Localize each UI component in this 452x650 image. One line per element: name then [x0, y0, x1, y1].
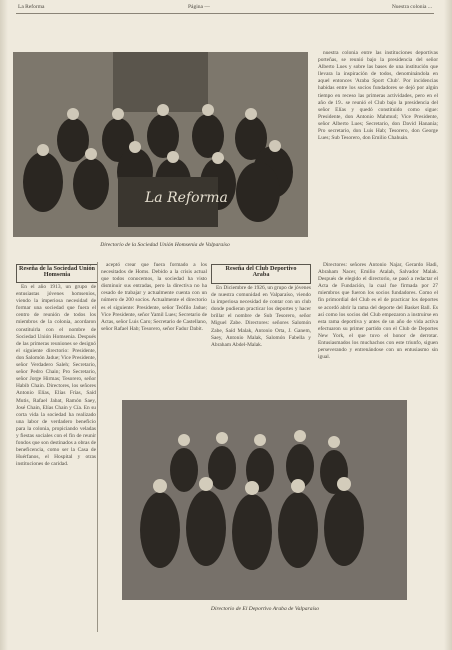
- page-edge-left: [0, 0, 8, 650]
- photo-top: [13, 52, 308, 237]
- paragraph: En el año 1913, un grupo de entusiastas jóvenes homsenios, viendo la imperiosa necesidad de formar una sociedad que fuera el centro de reunión de todos los miembros de la colonia, acordaron constituirla con el nombre de Sociedad Unión Homsenia. Después de las primeras reuniones se designó el siguiente directorio: Presidente, don Salomón Jadue; Vice Presidente, señor Verdadero Saleh; Secretario, señor Pedro Chain; Pro Secretario, señor Jorge Hirmas; Tesorero, señor Habib Chain. Directores, los señores Antonio Elías, Elías Frías, Saíd Mutis, Rafael Jabat, Ramón Saey, José Chain, Elías Chain y Cía. En su corta vida la sociedad ha realizado una labor de verdadero beneficio para la colonia, propiciando veladas y fiestas sociales con el fin de reunir fondos que son destinados a obras de beneficencia, como ser la Casa de Huérfanos, el Hospital y otras instituciones de caridad.: [16, 284, 96, 468]
- column-right-bottom: [318, 262, 438, 397]
- paragraph: En Diciembre de 1926, un grupo de jóvenes de nuestra comunidad en Valparaíso, viendo la imperiosa necesidad de contar con un club donde pudieran practicar los deportes y hacer brillar el nombre de Sub Tesorero, señor Miguel Zabe. Directores: señores Salomón Zabe, Saíd Malak, Antonio Orta, J. Ganem, Saey, Antonio Malak, Salomón Fabella y Abraham Abdel-Malak.: [211, 285, 311, 348]
- photo-bottom: [122, 400, 407, 600]
- paragraph: nuestra colonia entre las instituciones deportivas porteñas, se reunió bajo la presidencia del señor Alberto Lues y sobre las bases de una institución que llevara la inspiración de todos, denominándola en aquel entonces 'Araba Sport Club'. Por incidencias habidas entre los socios fundadores se dejó por algún tiempo en receso las primeras actividades, pero en el año de 19.. se reunió el Club bajo la presidencia del señor Elías y quedó constituido como sigue: Presidente, don Antonio Mahmud; Vice Presidente, señor Alberto Lues; Secretario, don David Hananía; Pro secretario, don Luis Hab; Tesorero, don George Lues; Sub Tesorero, don Emilio Chahuán.: [318, 50, 438, 142]
- header-rule: [16, 13, 434, 14]
- column-union: [16, 284, 96, 634]
- running-header: [18, 2, 432, 12]
- column-club: [211, 285, 311, 395]
- box-club-line2: Araba: [252, 271, 270, 278]
- column-right-top: [318, 50, 438, 260]
- header-left: La Reforma: [18, 4, 45, 10]
- header-right: Nuestra colonia ...: [391, 4, 432, 10]
- column-middle: [101, 262, 207, 394]
- paragraph: Directores: señores Antonio Najar, Gerardo Hadi, Abraham Nacer, Emilio Atalah, Salvador Malak. Después de elegido el directorio, se pasó a redactar el Acta de Fundación, la cual fue firmada por 27 miembros que fueron los socios fundadores. Como el fin primordial del Club es el de practicar los deportes se acordó abrir la rama del deporte del Basket Ball. Es así como los socios del Club empezaron a instruirse en esta rama deportiva y antes de un año de vida activa efectuaron su primer partido con el Club de Deportes New York, el que tuvo el honor de derrotar. Entusiasmados los muchachos con este triunfo, siguen perseverando y entrenándose con un entusiasmo sin igual.: [318, 262, 438, 361]
- section-box-union: [16, 264, 98, 283]
- header-center: Página —: [188, 4, 210, 10]
- photo-inscription: La Reforma: [145, 190, 228, 206]
- box-union-line1: Reseña de la Sociedad Unión: [19, 265, 95, 272]
- box-club-line1: Reseña del Club Deportivo: [225, 265, 297, 272]
- caption-top: Directorio de la Sociedad Unión Homsenia de Valparaíso: [100, 242, 230, 248]
- section-box-club: [211, 264, 311, 284]
- column-rule: [97, 262, 98, 632]
- caption-bottom: Directorio de El Deportivo Araba de Valparaíso: [210, 606, 320, 612]
- page-edge-right: [444, 0, 452, 650]
- paragraph: aceptó crear que fuera formado a los necesitados de Homs. Debido a la crisis actual que todos conocemos, la sociedad ha visto disminuir sus entradas, pero la directiva no ha cesado de trabajar y actualmente cuenta con un número de 200 socios. Actualmente el directorio es el siguiente: Presidente, señor Teófilo Jadue; Vice Presidente, señor Yamil Lues; Secretario de Actas, señor Luis Caro; Secretario de Castellano, señor Rafael Hab; Tesorero, señor Fadur Dabit.: [101, 262, 207, 332]
- box-union-line2: Homsenia: [43, 271, 71, 278]
